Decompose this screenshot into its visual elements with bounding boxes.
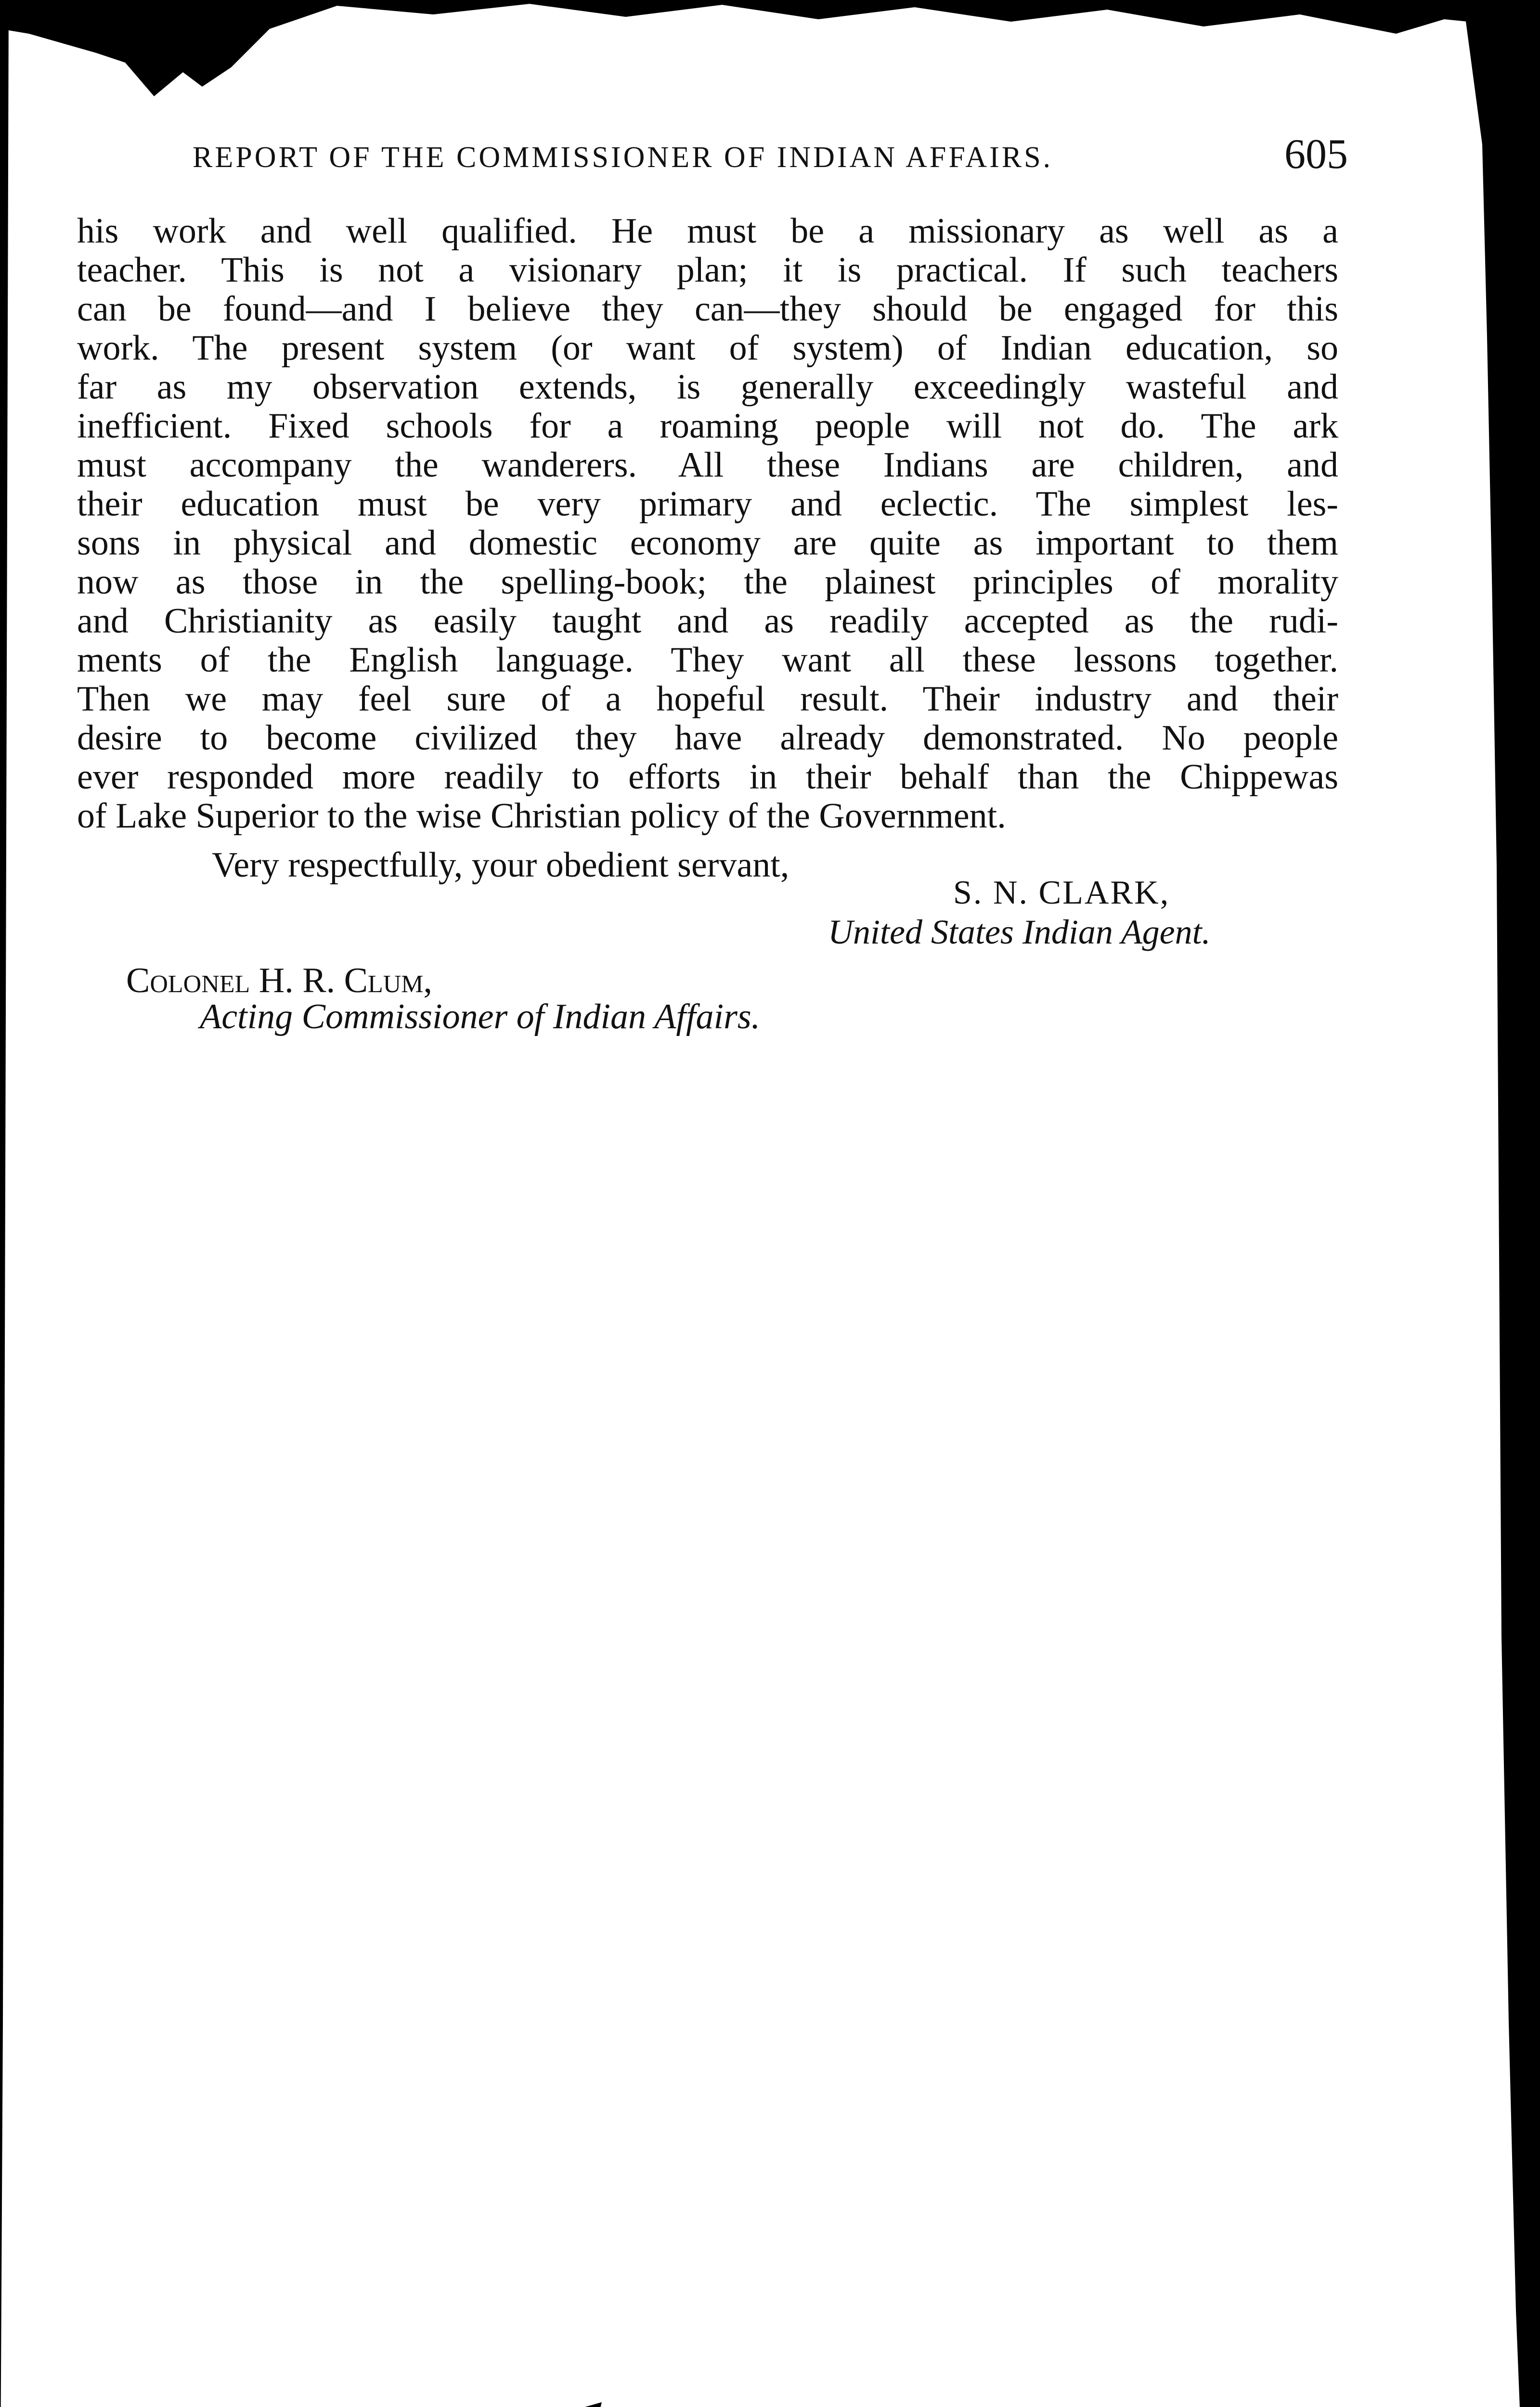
page-number: 605 — [1284, 131, 1348, 178]
running-title: REPORT OF THE COMMISSIONER OF INDIAN AFFAIRS. — [193, 141, 1053, 174]
addressee-name: Colonel H. R. Clum, — [126, 961, 433, 1000]
signature-name: S. N. CLARK, — [953, 874, 1170, 911]
closing-line: Very respectfully, your obedient servant, — [212, 845, 789, 885]
scan-edge-bottom — [0, 2383, 1540, 2407]
text-line: and Christianity as easily taught and as readily accepted as the rudi- — [77, 601, 1338, 641]
scan-edge-top — [0, 0, 1540, 96]
text-line: work. The present system (or want of system) of Indian education, so — [77, 328, 1338, 368]
text-line: must accompany the wanderers. All these Indians are children, and — [77, 445, 1338, 485]
text-line: inefficient. Fixed schools for a roaming people will not do. The ark — [77, 406, 1338, 446]
body-paragraph — [77, 212, 1338, 836]
text-line: teacher. This is not a visionary plan; it is practical. If such teachers — [77, 250, 1338, 290]
text-line: can be found—and I believe they can—they should be engaged for this — [77, 289, 1338, 329]
running-header — [77, 130, 1348, 188]
text-line: now as those in the spelling-book; the plainest principles of morality — [77, 562, 1338, 602]
text-line: far as my observation extends, is generally exceedingly wasteful and — [77, 367, 1338, 407]
text-line: their education must be very primary and eclectic. The simplest les- — [77, 484, 1338, 524]
text-line: ments of the English language. They want all these lessons together. — [77, 640, 1338, 680]
text-line: Then we may feel sure of a hopeful result. Their industry and their — [77, 679, 1338, 719]
text-line: of Lake Superior to the wise Christian policy of the Government. — [77, 796, 1006, 836]
text-line: his work and well qualified. He must be a missionary as well as a — [77, 211, 1338, 251]
scan-edge-left — [0, 0, 29, 2407]
addressee-title: Acting Commissioner of Indian Affairs. — [200, 997, 761, 1036]
text-line: sons in physical and domestic economy are quite as important to them — [77, 523, 1338, 563]
text-line: desire to become civilized they have already demonstrated. No people — [77, 718, 1338, 758]
text-line: ever responded more readily to efforts in their behalf than the Chippewas — [77, 757, 1338, 797]
signature-title: United States Indian Agent. — [828, 913, 1211, 951]
scan-edge-right — [1415, 0, 1540, 2407]
